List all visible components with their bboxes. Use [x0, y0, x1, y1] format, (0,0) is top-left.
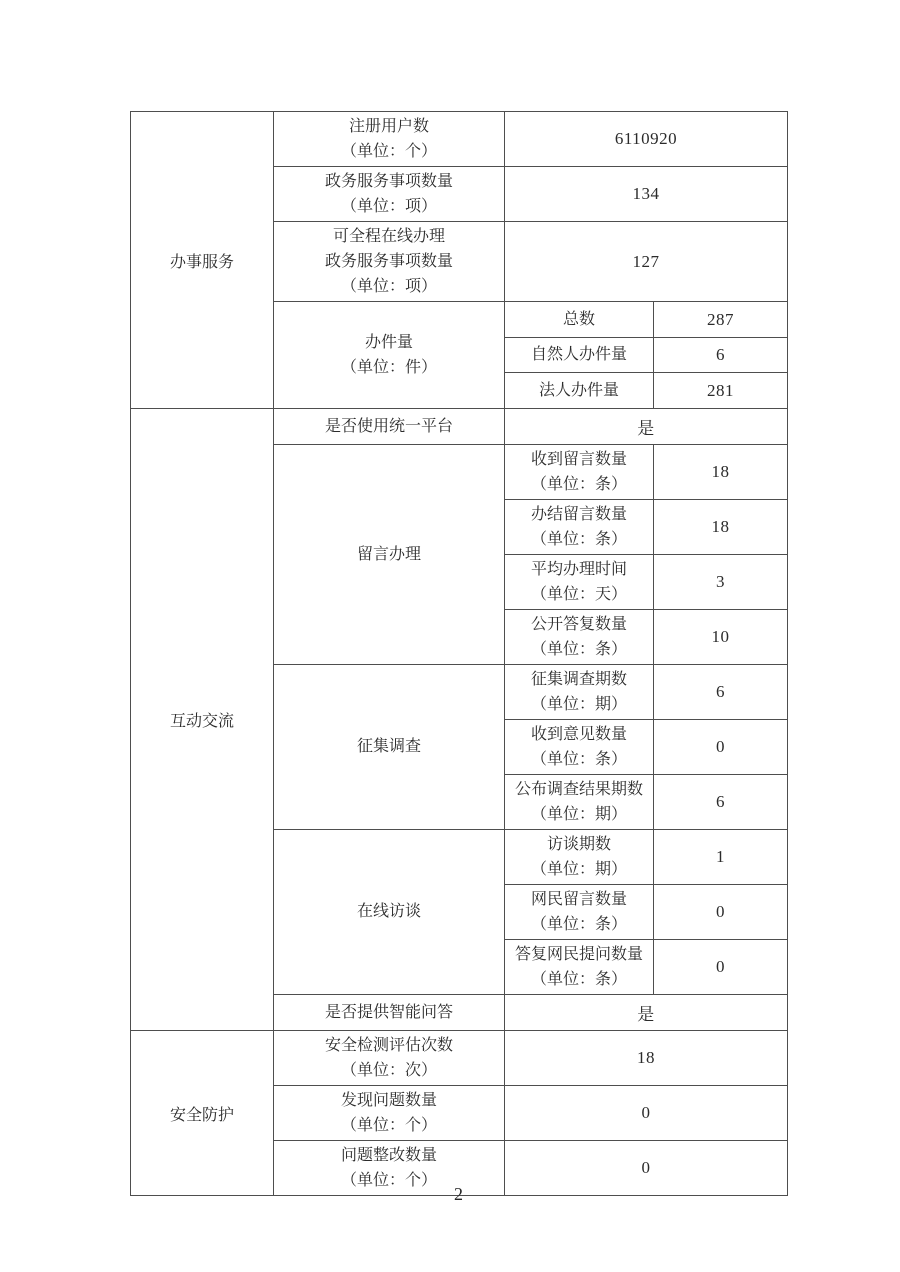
metric-value: 134 — [632, 184, 660, 203]
submetric-value-cell — [654, 500, 788, 555]
metric-value-cell — [505, 1031, 788, 1086]
metric-unit: （单位：个） — [340, 143, 437, 160]
submetric-unit: （单位：天） — [530, 586, 627, 603]
submetric-label: 网民留言数量 — [530, 891, 627, 908]
submetric-value-cell — [654, 610, 788, 665]
metric-unit: （单位：件） — [340, 359, 437, 376]
metric-label: 可全程在线办理 — [332, 228, 445, 245]
metric-value: 6110920 — [614, 129, 678, 148]
page-number: 2 — [454, 1184, 463, 1204]
group-label: 办事服务 — [169, 253, 234, 271]
submetric-label: 公布调查结果期数 — [514, 781, 643, 798]
metric-value: 是 — [637, 1005, 655, 1024]
group-cell-banshifuwu — [131, 112, 274, 409]
submetric-unit: （单位：条） — [530, 971, 627, 988]
metric-unit: （单位：个） — [340, 1117, 437, 1134]
table-row — [131, 112, 788, 167]
metric-value-cell — [505, 167, 788, 222]
metric-unit: （单位：个） — [340, 1172, 437, 1189]
submetric-cell — [505, 720, 654, 775]
submetric-label: 办结留言数量 — [530, 506, 627, 523]
submetric-unit: （单位：条） — [530, 476, 627, 493]
metric-label: 是否使用统一平台 — [324, 417, 453, 435]
submetric-value-cell — [654, 665, 788, 720]
submetric-value-cell — [654, 555, 788, 610]
report-table — [130, 111, 788, 1196]
submetric-value: 0 — [716, 902, 725, 921]
submetric-label: 收到意见数量 — [530, 726, 627, 743]
submetric-cell — [505, 610, 654, 665]
metric-value-cell — [505, 112, 788, 167]
metric-label-line2: 政务服务事项数量 — [324, 253, 453, 270]
metric-value-cell — [505, 409, 788, 445]
metric-value: 18 — [637, 1048, 655, 1067]
metric-cell — [274, 409, 505, 445]
submetric-label: 法人办件量 — [538, 381, 619, 399]
metric-cell — [274, 222, 505, 302]
metric-cell — [274, 112, 505, 167]
submetric-value-cell — [654, 445, 788, 500]
metric-cell — [274, 1086, 505, 1141]
submetric-cell — [505, 775, 654, 830]
metric-label: 政务服务事项数量 — [324, 173, 453, 190]
submetric-unit: （单位：期） — [530, 696, 627, 713]
metric-label: 留言办理 — [356, 545, 421, 563]
metric-cell — [274, 995, 505, 1031]
submetric-value: 6 — [716, 792, 725, 811]
metric-unit: （单位：次） — [340, 1062, 437, 1079]
submetric-value: 10 — [711, 627, 730, 646]
group-label: 互动交流 — [169, 713, 234, 730]
submetric-value: 0 — [716, 737, 725, 756]
submetric-label: 平均办理时间 — [530, 561, 627, 578]
metric-value-cell — [505, 995, 788, 1031]
submetric-cell — [505, 830, 654, 885]
metric-unit: （单位：项） — [340, 198, 437, 215]
submetric-unit: （单位：期） — [530, 861, 627, 878]
metric-cell-zaixianfangtan — [274, 830, 505, 995]
metric-label: 问题整改数量 — [340, 1147, 437, 1164]
submetric-label: 答复网民提问数量 — [514, 946, 643, 963]
metric-value: 127 — [632, 251, 660, 271]
submetric-label: 公开答复数量 — [530, 616, 627, 633]
submetric-value-cell — [654, 885, 788, 940]
metric-value: 0 — [641, 1103, 651, 1122]
submetric-cell — [505, 338, 654, 373]
metric-label: 办件量 — [364, 334, 413, 351]
group-cell-hudongjiaoliu — [131, 409, 274, 1031]
submetric-value: 0 — [716, 957, 725, 976]
metric-cell-liuyanbanli — [274, 445, 505, 665]
submetric-value-cell — [654, 720, 788, 775]
table-row — [131, 409, 788, 445]
submetric-value: 18 — [711, 517, 730, 536]
submetric-value: 6 — [716, 345, 725, 364]
submetric-value-cell — [654, 302, 788, 338]
group-label-box — [135, 235, 269, 285]
metric-unit: （单位：项） — [340, 278, 437, 295]
submetric-value: 281 — [707, 380, 734, 400]
table-row — [131, 1031, 788, 1086]
submetric-label: 总数 — [562, 310, 595, 328]
submetric-value-cell — [654, 373, 788, 409]
metric-label: 注册用户数 — [348, 118, 429, 135]
submetric-unit: （单位：期） — [530, 806, 627, 823]
metric-value-cell — [505, 222, 788, 302]
submetric-cell — [505, 885, 654, 940]
submetric-value-cell — [654, 940, 788, 995]
submetric-cell — [505, 940, 654, 995]
metric-label: 是否提供智能问答 — [324, 1003, 453, 1021]
metric-label: 在线访谈 — [356, 903, 421, 920]
submetric-value: 18 — [711, 462, 730, 481]
metric-value: 是 — [637, 419, 655, 438]
metric-cell — [274, 167, 505, 222]
metric-cell-banjianliang — [274, 302, 505, 409]
metric-value-cell — [505, 1086, 788, 1141]
metric-cell — [274, 1031, 505, 1086]
submetric-value: 6 — [716, 682, 725, 701]
submetric-unit: （单位：条） — [530, 916, 627, 933]
submetric-value: 1 — [716, 847, 725, 866]
submetric-cell — [505, 665, 654, 720]
submetric-value-cell — [654, 775, 788, 830]
submetric-value-cell — [654, 338, 788, 373]
metric-value: 0 — [641, 1158, 651, 1177]
submetric-unit: （单位：条） — [530, 531, 627, 548]
submetric-label: 收到留言数量 — [530, 451, 627, 468]
submetric-unit: （单位：条） — [530, 641, 627, 658]
submetric-cell — [505, 500, 654, 555]
submetric-cell — [505, 373, 654, 409]
submetric-label: 征集调查期数 — [530, 671, 627, 688]
submetric-value: 3 — [716, 572, 725, 591]
submetric-value-cell — [654, 830, 788, 885]
submetric-value: 287 — [707, 309, 734, 329]
group-cell-anquanfanghu — [131, 1031, 274, 1196]
metric-label: 发现问题数量 — [340, 1092, 437, 1109]
metric-cell-zhengjidiaocha — [274, 665, 505, 830]
submetric-label: 自然人办件量 — [530, 346, 627, 363]
metric-label: 安全检测评估次数 — [324, 1037, 453, 1054]
metric-label: 征集调查 — [356, 738, 421, 755]
submetric-cell — [505, 445, 654, 500]
submetric-cell — [505, 555, 654, 610]
group-label: 安全防护 — [169, 1106, 234, 1124]
submetric-cell — [505, 302, 654, 338]
submetric-unit: （单位：条） — [530, 751, 627, 768]
submetric-label: 访谈期数 — [546, 836, 611, 853]
